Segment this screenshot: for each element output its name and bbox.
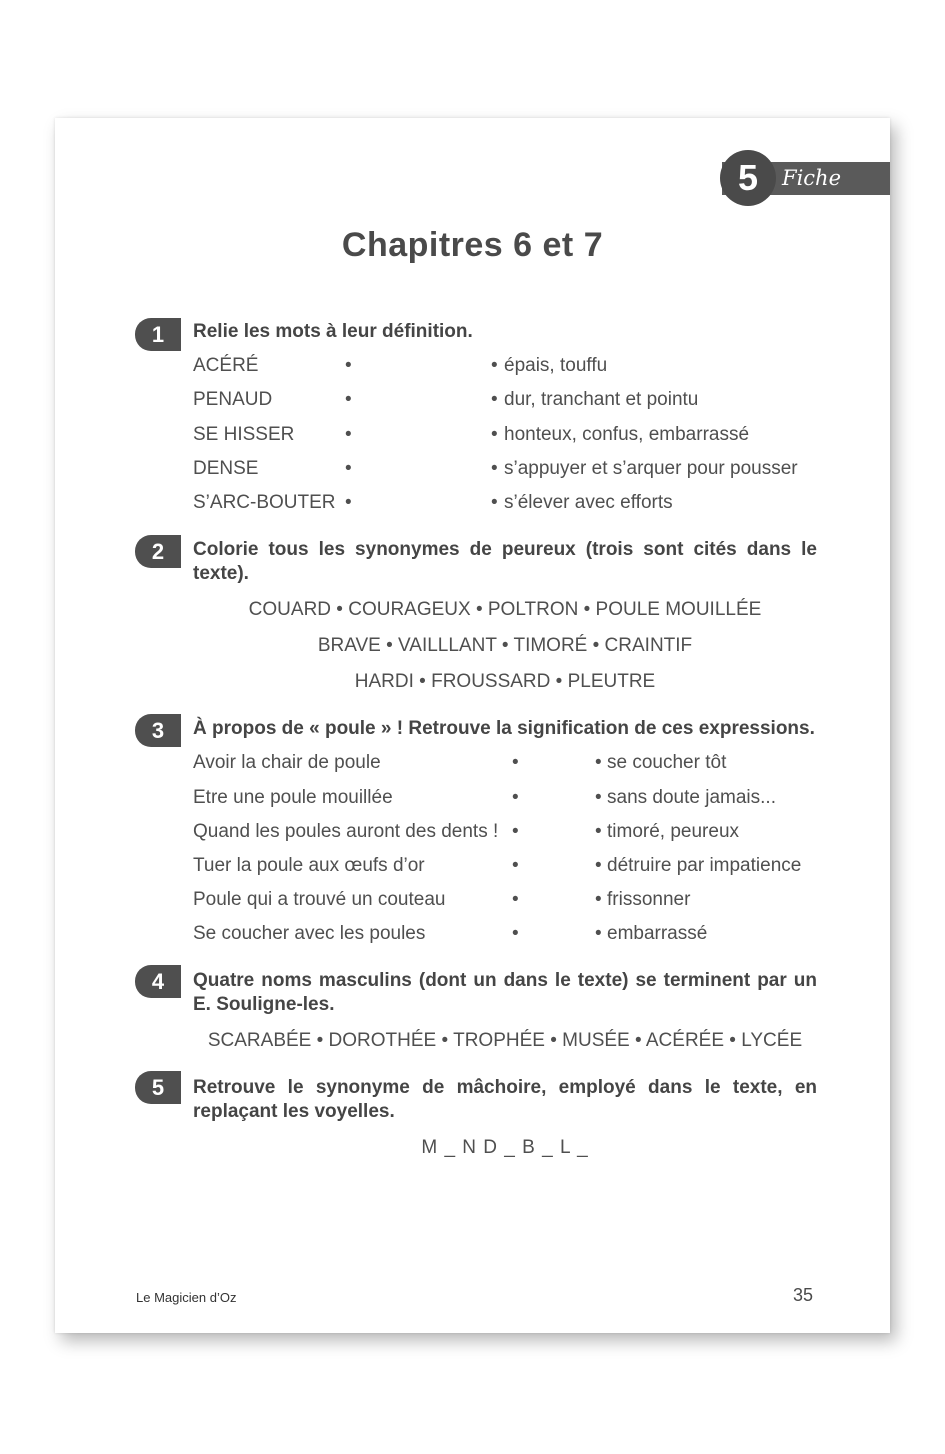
q1-right-dot[interactable]: • [491,355,498,376]
q1-word: DENSE [193,458,259,479]
q3-expression: Se coucher avec les poules [193,923,426,944]
q1-definition: honteux, confus, embarrassé [504,424,750,445]
page-title: Chapitres 6 et 7 [341,226,604,264]
question-number-2: 2 [135,535,181,568]
q3-right-dot[interactable]: • [595,821,602,842]
footer-book-title: Le Magicien d’Oz [136,1290,237,1305]
fiche-label: Fiche ORL [782,166,842,221]
q1-left-dot[interactable]: • [345,458,352,479]
q3-expression: Poule qui a trouvé un couteau [193,889,446,910]
q3-expression: Avoir la chair de poule [193,752,381,773]
q1-right-dot[interactable]: • [491,424,498,445]
fiche-number-badge: 5 [720,150,776,206]
q3-meaning: détruire par impatience [607,855,802,876]
q3-right-dot[interactable]: • [595,752,602,773]
q3-right-dot[interactable]: • [595,855,602,876]
q3-expression: Etre une poule mouillée [193,787,393,808]
page-number: 35 [793,1285,814,1305]
q2-word-line[interactable]: BRAVE • VAILLLANT • TIMORÉ • CRAINTIF [317,635,693,656]
question-number-5: 5 [135,1071,181,1104]
q1-left-dot[interactable]: • [345,389,352,410]
q1-right-dot[interactable]: • [491,458,498,479]
question-5-text: Retrouve le synonyme de mâchoire, employé dans le texte, en replaçant les voyelles. [193,1077,817,1122]
q3-left-dot[interactable]: • [512,855,519,876]
q1-left-dot[interactable]: • [345,355,352,376]
q1-word: SE HISSER [193,424,295,445]
q1-right-dot[interactable]: • [491,492,498,513]
q5-missing-letters[interactable]: M _ N D _ B _ L _ [421,1137,589,1158]
q3-right-dot[interactable]: • [595,923,602,944]
q1-word: S’ARC-BOUTER [193,492,336,513]
q1-left-dot[interactable]: • [345,492,352,513]
q3-meaning: embarrassé [607,923,708,944]
q2-word-line[interactable]: HARDI • FROUSSARD • PLEUTRE [354,671,656,692]
q1-word: PENAUD [193,389,273,410]
q3-right-dot[interactable]: • [595,787,602,808]
question-number-1: 1 [135,318,181,351]
q3-meaning: timoré, peureux [607,821,740,842]
q3-left-dot[interactable]: • [512,923,519,944]
question-1-text: Relie les mots à leur définition. [193,321,473,342]
question-4-text: Quatre noms masculins (dont un dans le texte) se terminent par un E. Souligne-les. [193,970,817,1015]
q3-meaning: frissonner [607,889,691,910]
q3-left-dot[interactable]: • [512,889,519,910]
q3-meaning: sans doute jamais... [607,787,776,808]
q2-word-line[interactable]: COUARD • COURAGEUX • POLTRON • POULE MOUILLÉE [248,599,762,620]
q3-right-dot[interactable]: • [595,889,602,910]
q1-definition: s’appuyer et s’arquer pour pousser [504,458,798,479]
q1-word: ACÉRÉ [193,355,259,376]
q1-definition: épais, touffu [504,355,608,376]
q4-word-line[interactable]: SCARABÉE • DOROTHÉE • TROPHÉE • MUSÉE • ACÉRÉE • LYCÉE [207,1030,803,1051]
q1-left-dot[interactable]: • [345,424,352,445]
question-2-text: Colorie tous les synonymes de peureux (trois sont cités dans le texte). [193,539,817,584]
q3-expression: Quand les poules auront des dents ! [193,821,499,842]
q3-left-dot[interactable]: • [512,821,519,842]
question-number-3: 3 [135,714,181,747]
question-3-text: À propos de « poule » ! Retrouve la signification de ces expressions. [193,718,815,739]
q1-definition: s’élever avec efforts [504,492,673,513]
q3-left-dot[interactable]: • [512,787,519,808]
question-number-4: 4 [135,965,181,998]
q1-right-dot[interactable]: • [491,389,498,410]
q1-definition: dur, tranchant et pointu [504,389,699,410]
q3-expression: Tuer la poule aux œufs d’or [193,855,425,876]
q3-left-dot[interactable]: • [512,752,519,773]
q3-meaning: se coucher tôt [607,752,727,773]
